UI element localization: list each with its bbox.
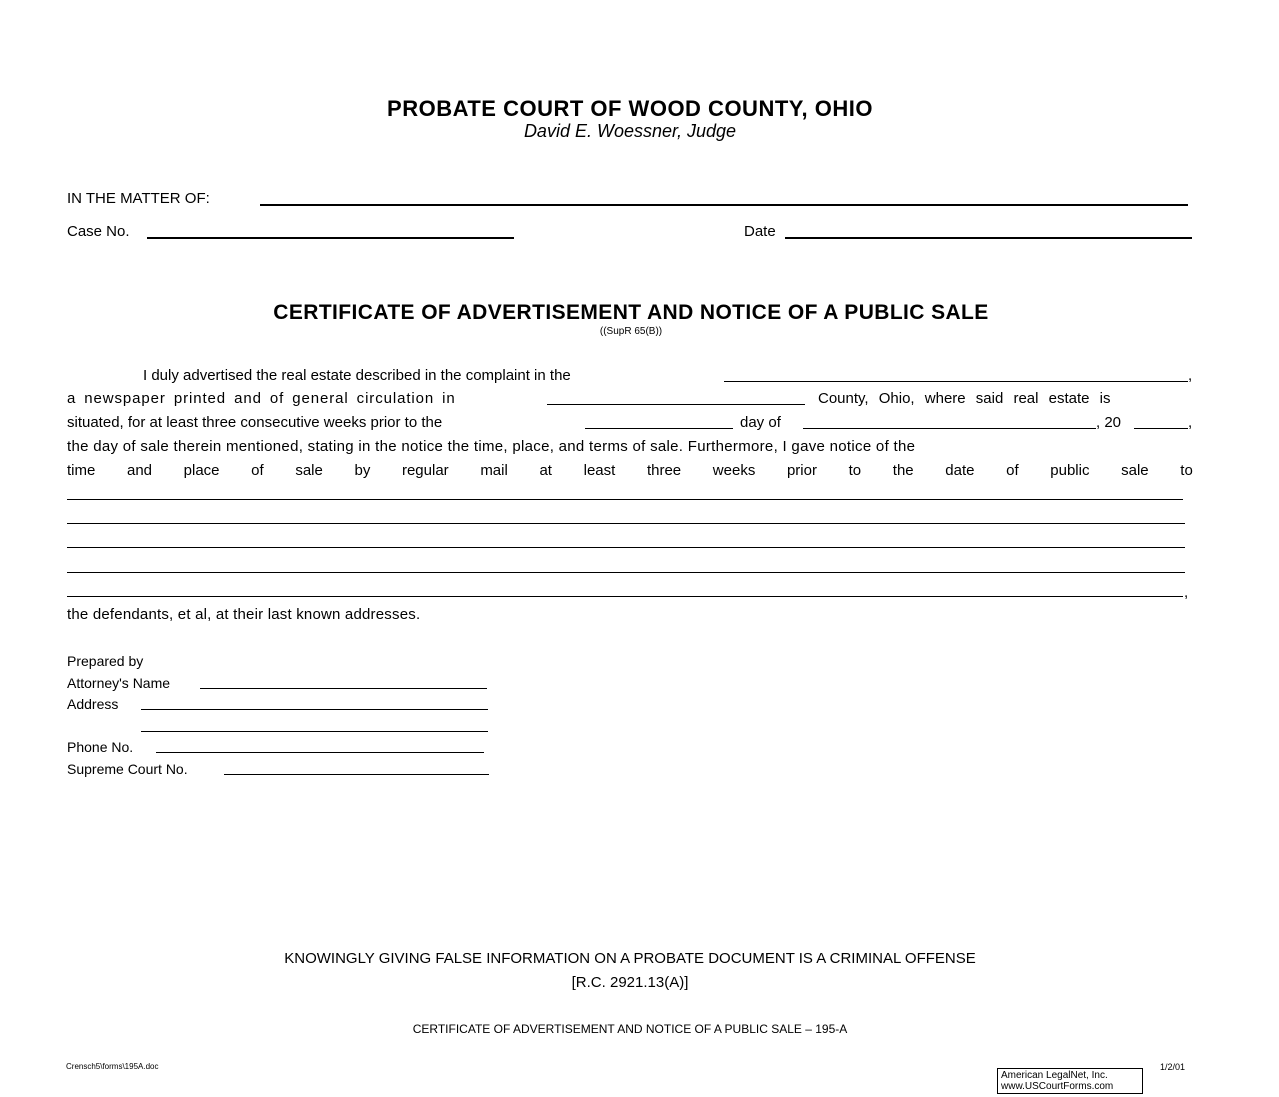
word: regular [401,462,449,479]
recipient-line-1[interactable] [67,499,1183,500]
attorney-name-field[interactable] [200,688,487,689]
case-no-label: Case No. [67,223,130,240]
recipient-line-5[interactable] [67,596,1183,597]
publisher-url: www.USCourtForms.com [1001,1081,1114,1092]
date-field[interactable] [785,237,1192,239]
supreme-court-label: Supreme Court No. [67,761,188,777]
prepared-by-heading: Prepared by [67,653,144,669]
word: least [583,462,616,479]
date-label: Date [744,223,776,240]
word: place [183,462,220,479]
body-line5 [67,462,1193,479]
closing-text: the defendants, et al, at their last known addresses. [67,606,421,623]
word: date [945,462,975,479]
body-line4: the day of sale therein mentioned, stating in the notice the time, place, and terms of sale. Furthermore, I gave notice of the [67,438,916,455]
line1-comma: , [1188,367,1193,384]
recipient-line-3[interactable] [67,547,1185,548]
publisher-box [997,1068,1143,1094]
year-prefix: , 20 [1096,414,1122,431]
line3-comma: , [1188,414,1193,431]
word: of [1006,462,1019,479]
address-label: Address [67,696,119,712]
recipient-line-2[interactable] [67,523,1185,524]
word: to [1180,462,1193,479]
word: of [251,462,264,479]
false-info-warning: KNOWINGLY GIVING FALSE INFORMATION ON A PROBATE DOCUMENT IS A CRIMINAL OFFENSE [284,950,976,967]
phone-field[interactable] [156,752,484,753]
judge-name: David E. Woessner, Judge [523,121,737,141]
body-line2-end: County, Ohio, where said real estate is [818,390,1111,407]
phone-label: Phone No. [67,739,134,755]
body-line3-start: situated, for at least three consecutive weeks prior to the [67,414,443,431]
word: to [848,462,862,479]
revision-date: 1/2/01 [1160,1062,1186,1072]
word: weeks [712,462,756,479]
word: sale [1121,462,1149,479]
newspaper-field[interactable] [724,381,1188,382]
form-footer-title: CERTIFICATE OF ADVERTISEMENT AND NOTICE OF A PUBLIC SALE – 195-A [412,1022,848,1036]
statute-reference: [R.C. 2921.13(A)] [571,974,689,991]
body-line2-start: a newspaper printed and of general circulation in [67,390,456,407]
court-name: PROBATE COURT OF WOOD COUNTY, OHIO [387,96,873,121]
address-line-1-field[interactable] [141,709,488,710]
word: sale [295,462,323,479]
word: prior [786,462,817,479]
word: mail [480,462,508,479]
year-field[interactable] [1134,428,1188,429]
recipient-line-4[interactable] [67,572,1185,573]
address-line-2-field[interactable] [141,731,488,732]
supreme-court-field[interactable] [224,774,489,775]
body-line3-mid: day of [740,414,781,431]
word: the [892,462,914,479]
attorney-name-label: Attorney's Name [67,675,171,691]
word: by [354,462,371,479]
word: three [646,462,682,479]
recipient-comma: , [1184,584,1189,601]
body-line1-text: I duly advertised the real estate described in the complaint in the [143,367,571,384]
word: at [539,462,552,479]
county-field[interactable] [547,404,805,405]
word: and [126,462,153,479]
matter-field[interactable] [260,204,1188,206]
word: public [1050,462,1090,479]
word: time [67,462,96,479]
day-field[interactable] [585,428,733,429]
publisher-name: American LegalNet, Inc. [1001,1070,1108,1081]
matter-label: IN THE MATTER OF: [67,190,210,207]
file-path: Crensch5\forms\195A.doc [66,1062,159,1071]
rule-reference: ((SupR 65(B)) [599,326,663,337]
case-no-field[interactable] [147,237,514,239]
month-field[interactable] [803,428,1096,429]
form-title: CERTIFICATE OF ADVERTISEMENT AND NOTICE OF A PUBLIC SALE [273,301,989,324]
